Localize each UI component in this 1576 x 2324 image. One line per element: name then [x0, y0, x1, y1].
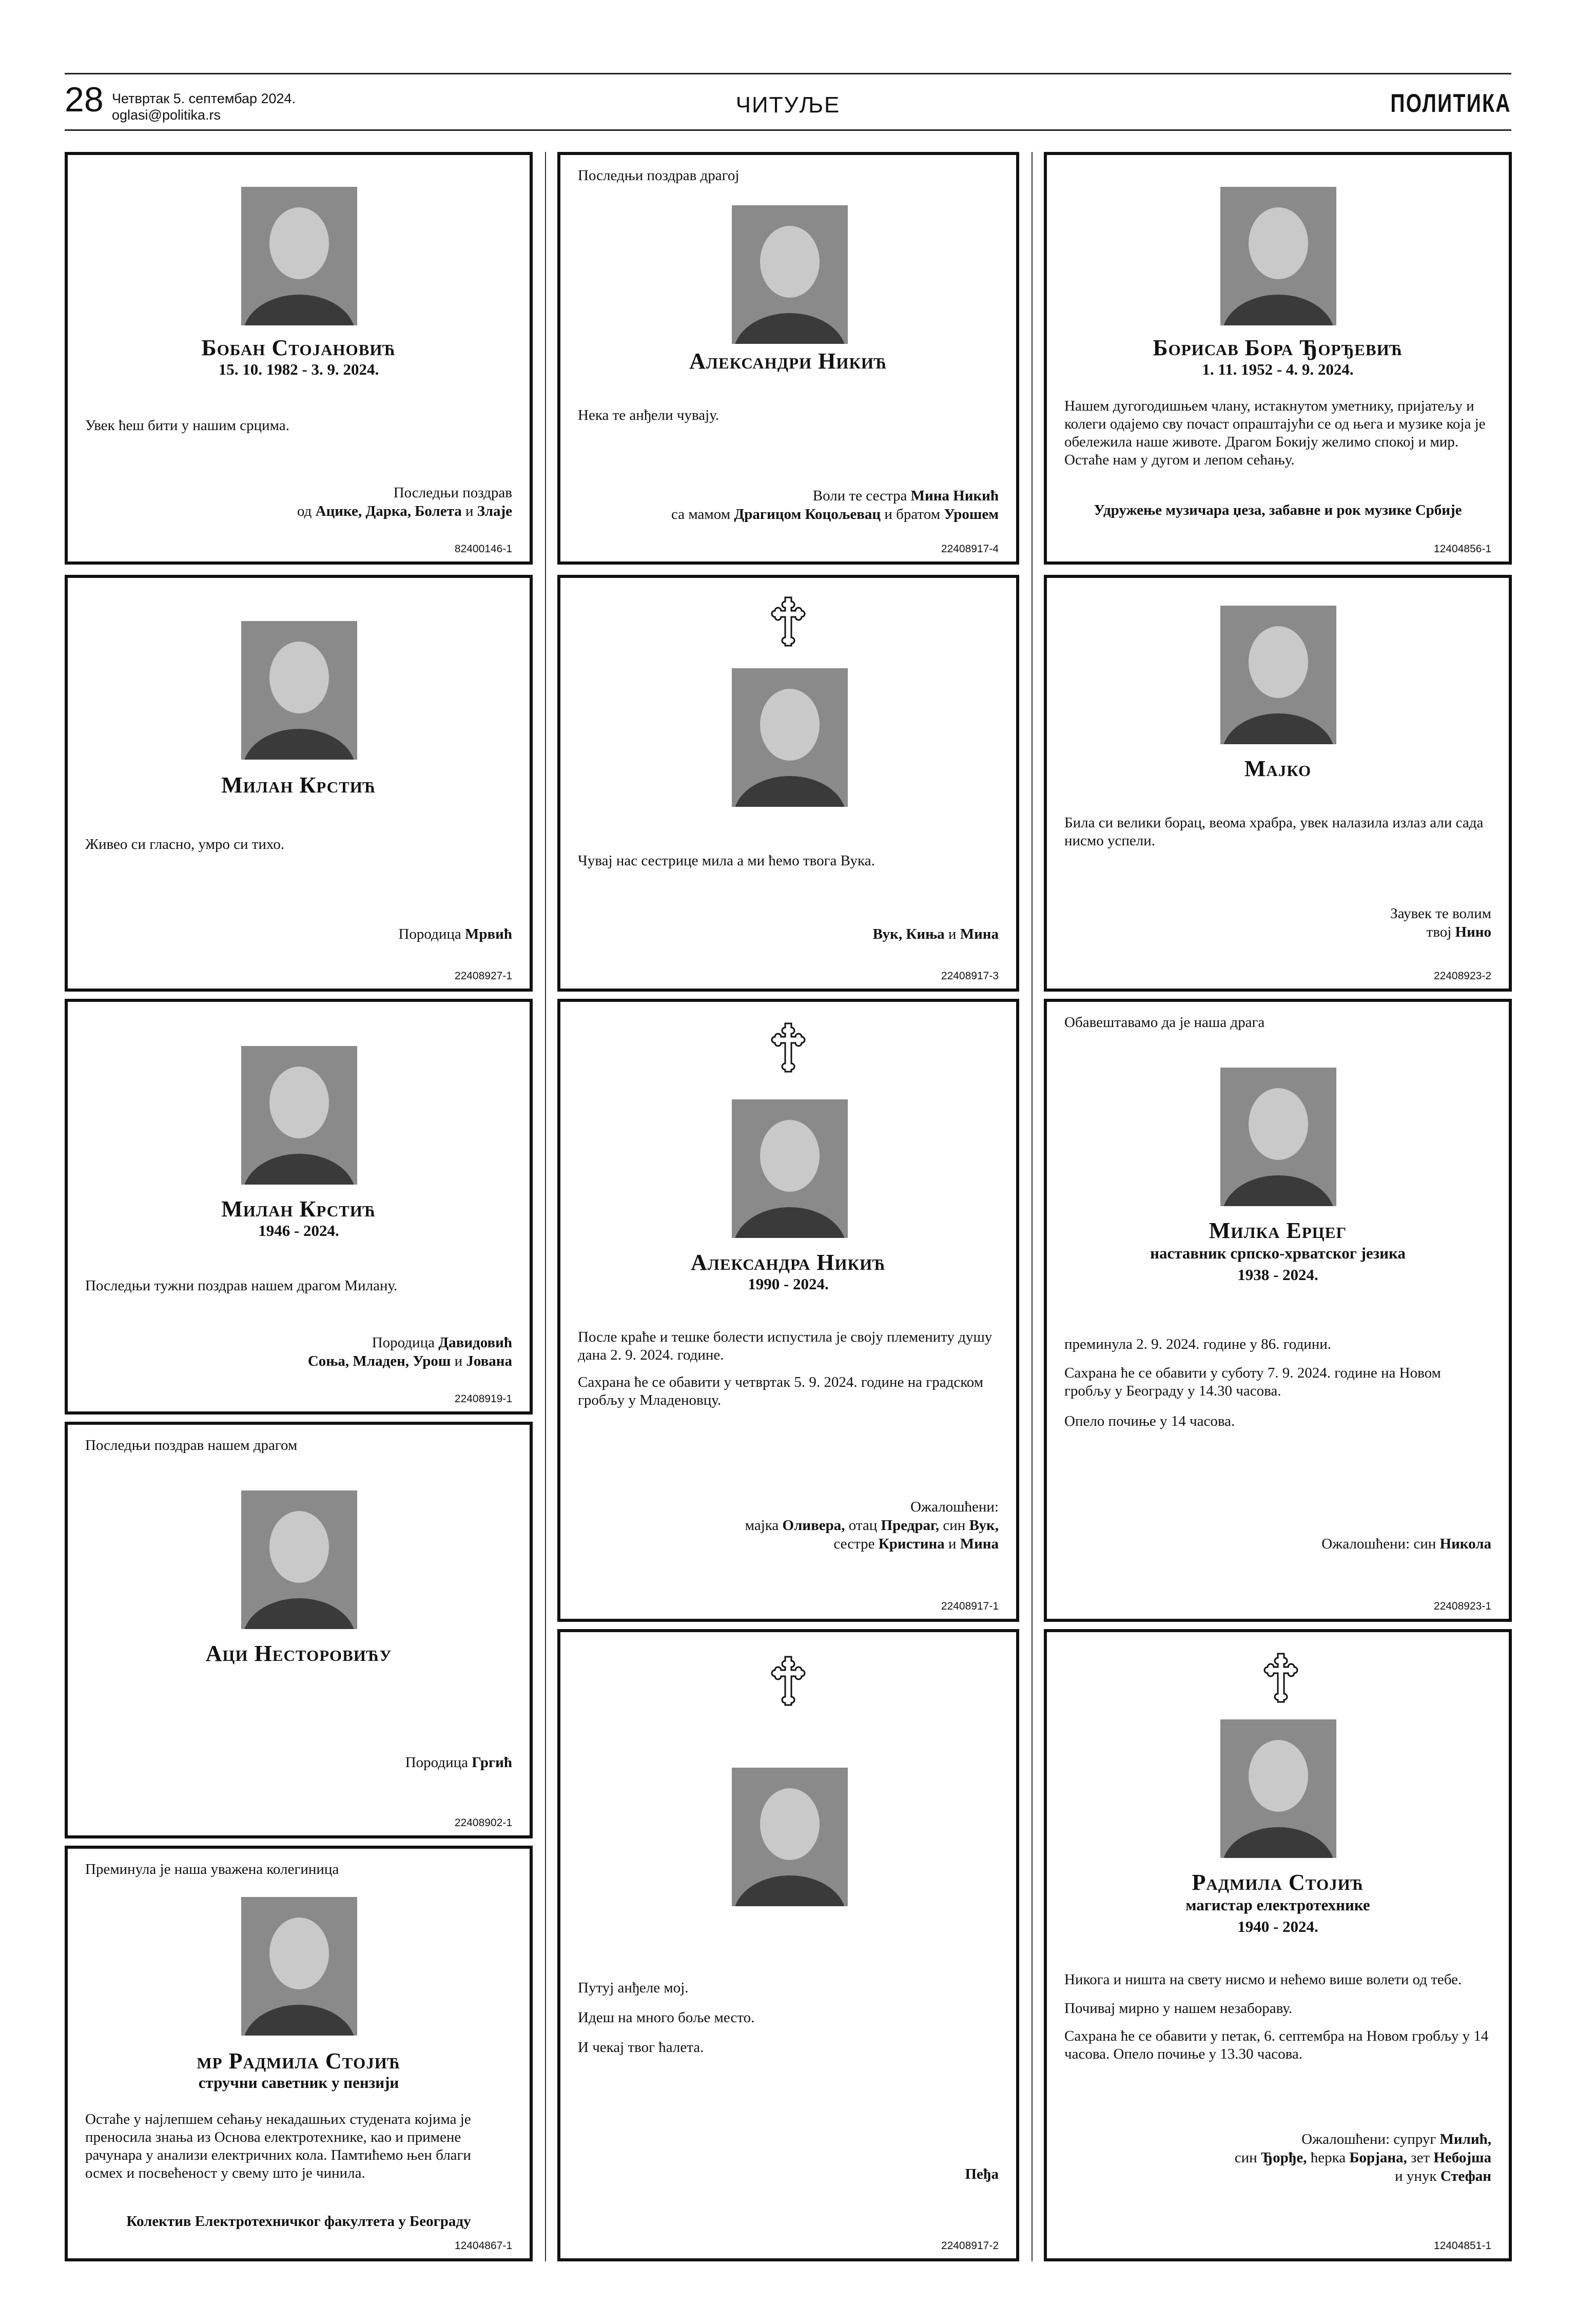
- message-text: Почивај мирно у нашем незабораву.: [1064, 2000, 1293, 2017]
- sig-names: Јована: [466, 1353, 512, 1369]
- signature-line: [578, 487, 999, 505]
- newspaper-logo: ПОЛИТИКА: [1390, 89, 1511, 118]
- orthodox-cross-icon: [769, 1655, 807, 1708]
- sig-text: Ожалошћени: супруг: [1301, 2131, 1440, 2147]
- portrait-photo: [732, 668, 848, 807]
- signature: [578, 925, 999, 943]
- signature-line: [85, 502, 512, 520]
- sig-names: Предраг,: [881, 1517, 940, 1534]
- ad-code: 22408902-1: [454, 1817, 512, 1829]
- obituary-milan-krstic-2: [65, 999, 533, 1415]
- sig-text: са мамом: [671, 506, 734, 522]
- portrait-photo: [1220, 1719, 1336, 1858]
- sig-names: Ђорђе,: [1260, 2149, 1307, 2166]
- portrait-photo: [241, 1046, 357, 1185]
- sig-text: Воли те сестра: [812, 488, 911, 504]
- sig-names: Мина: [960, 1536, 999, 1552]
- column-divider: [1032, 152, 1033, 2261]
- signature-line: [85, 1333, 512, 1352]
- sig-text: и братом: [881, 506, 944, 522]
- sig-text: Породица: [372, 1334, 439, 1351]
- sig-names: Стефан: [1440, 2168, 1491, 2184]
- page-number: 28: [65, 80, 104, 119]
- ad-code: 12404856-1: [1433, 543, 1491, 555]
- deceased-name: мр Радмила Стојић: [197, 2048, 401, 2074]
- ad-code: 22408923-2: [1433, 970, 1491, 982]
- obituary-milan-krstic: [65, 575, 533, 992]
- ad-code: 22408917-3: [941, 970, 999, 982]
- sig-names: Злаје: [477, 503, 512, 519]
- life-dates: 1938 - 2024.: [1237, 1266, 1318, 1284]
- sig-names: Соња, Младен, Урош: [307, 1353, 451, 1369]
- message-text: Сахрана ће се обавити у петак, 6. септембра на Новом гробљу у 14 часова. Опело почиње у 13.30 часова.: [1064, 2028, 1489, 2062]
- sig-text: Ожалошћени: син: [1321, 1536, 1440, 1552]
- sig-text: син: [1234, 2149, 1261, 2166]
- sig-text: зет: [1407, 2149, 1434, 2166]
- deceased-name: Аци Несторовићу: [205, 1641, 392, 1666]
- sig-text: ћерка: [1307, 2149, 1350, 2166]
- sig-text: син: [939, 1517, 969, 1534]
- ad-code: 82400146-1: [454, 543, 512, 555]
- obituary-aleksandri-nikic: [557, 152, 1019, 565]
- portrait-photo: [732, 1768, 848, 1906]
- portrait-photo: [1220, 187, 1336, 325]
- sig-text: твој: [1426, 924, 1455, 940]
- sig-names: Мина: [960, 926, 999, 942]
- signature-line: [1064, 2130, 1491, 2148]
- deceased-name: Радмила Стојић: [1192, 1870, 1364, 1895]
- deceased-name: Милка Ерцег: [1209, 1218, 1347, 1243]
- sig-text: Породица: [398, 926, 465, 942]
- message-text: преминула 2. 9. 2024. године у 86. години.: [1064, 1336, 1332, 1352]
- signature-line: [578, 1516, 999, 1535]
- ad-code: 22408917-2: [941, 2240, 999, 2252]
- obituary-petja: [557, 1629, 1019, 2261]
- sig-names: Вук, Киња: [872, 926, 945, 942]
- deceased-name: Борисав Бора Ђорђевић: [1153, 335, 1403, 360]
- obituary-radmila-stojic-family: [1044, 1629, 1512, 2261]
- message-text: Путуј анђеле мој.: [578, 1980, 689, 1996]
- message-text: Нашем дугогодишњем члану, истакнутом уметнику, пријатељу и колеги одајемо сву почаст опраштајући се од њега и музике која је обележила наше животе. Драгом Бокију желимо спокој и мир. Остаће нам у дугом и лепом сећању.: [1064, 398, 1486, 468]
- obituary-majko: [1044, 575, 1512, 992]
- message-text: После краће и тешке болести испустила је своју племениту душу дана 2. 9. 2024. године.: [578, 1329, 993, 1363]
- sig-names: Пеђа: [965, 2166, 999, 2182]
- obituary-aleksandra-nikic: [557, 999, 1019, 1622]
- orthodox-cross-icon: [1262, 1652, 1300, 1705]
- intro-text: Обавештавамо да је наша драга: [1064, 1014, 1265, 1031]
- signature-line: [1064, 923, 1491, 941]
- sig-text: Породица: [405, 1754, 472, 1771]
- signature-line: [578, 1535, 999, 1553]
- signature-line: Последњи поздрав: [393, 485, 512, 501]
- deceased-name: Мајко: [1244, 756, 1312, 781]
- message-text: Сахрана ће се обавити у четвртак 5. 9. 2024. године на градском гробљу у Младеновцу.: [578, 1374, 984, 1408]
- signature: [1064, 904, 1491, 941]
- portrait-photo: [732, 205, 848, 344]
- message-text: Била си велики борац, веома храбра, увек налазила излаз али сада нисмо успели.: [1064, 815, 1484, 849]
- orthodox-cross-icon: [769, 1021, 807, 1075]
- header-top-rule: [65, 73, 1511, 74]
- signature: [578, 2165, 999, 2183]
- section-title: ЧИТУЉЕ: [735, 92, 841, 118]
- signature-line: Заувек те волим: [1390, 905, 1491, 922]
- signature-line: [1064, 2167, 1491, 2185]
- sig-names: Гргић: [472, 1754, 512, 1771]
- portrait-photo: [241, 621, 357, 760]
- signature: [1064, 2130, 1491, 2185]
- message-text: Последњи тужни поздрав нашем драгом Милану.: [85, 1277, 398, 1294]
- sig-names: Вук,: [969, 1517, 999, 1534]
- deceased-name: Александра Никић: [690, 1250, 886, 1275]
- sig-names: Давидовић: [438, 1334, 512, 1351]
- life-dates: 1. 11. 1952 - 4. 9. 2024.: [1202, 360, 1354, 378]
- signature: [85, 1753, 512, 1772]
- obituary-vuk: [557, 575, 1019, 992]
- sig-names: Кристина: [878, 1536, 945, 1552]
- sig-text: и унук: [1395, 2168, 1441, 2184]
- life-dates: 1940 - 2024.: [1237, 1918, 1318, 1935]
- sig-names: Небојша: [1433, 2149, 1491, 2166]
- signature: [85, 483, 512, 520]
- life-dates: 1946 - 2024.: [258, 1222, 339, 1240]
- sig-text: и: [451, 1353, 466, 1369]
- ad-code: 22408927-1: [454, 970, 512, 982]
- life-dates: 15. 10. 1982 - 3. 9. 2024.: [218, 360, 379, 378]
- deceased-title: магистар електротехнике: [1185, 1896, 1370, 1914]
- intro-text: Преминула је наша уважена колегиница: [85, 1861, 339, 1877]
- column-divider: [545, 152, 546, 2261]
- deceased-title: наставник српско-хрватског језика: [1150, 1244, 1406, 1262]
- sig-text: од: [297, 503, 316, 519]
- obituary-radmila-stojic-faculty: [65, 1846, 533, 2261]
- obituary-milka-erceg: [1044, 999, 1512, 1622]
- sig-names: Мина Никић: [910, 488, 999, 504]
- obituary-boban: [65, 152, 533, 565]
- ad-code: 22408917-4: [941, 543, 999, 555]
- sig-text: отац: [845, 1517, 881, 1534]
- message-text: Идеш на много боље место.: [578, 2009, 755, 2026]
- signature-line: Ожалошћени:: [910, 1499, 999, 1515]
- sig-names: Драгицом Коцољевац: [734, 506, 881, 522]
- sig-names: Мрвић: [465, 926, 512, 942]
- obituary-borisav-djordjevic: [1044, 152, 1512, 565]
- message-text: Сахрана ће се обавити у суботу 7. 9. 2024. године на Новом гробљу у Београду у 14.30 часова.: [1064, 1365, 1441, 1399]
- sig-names: Борјана,: [1349, 2149, 1407, 2166]
- obituary-aci-nestorovic: [65, 1422, 533, 1838]
- signature: [85, 1333, 512, 1370]
- intro-text: Последњи поздрав драгој: [578, 167, 740, 184]
- portrait-photo: [1220, 1068, 1336, 1206]
- ad-code: 22408923-1: [1433, 1600, 1491, 1612]
- deceased-title: стручни саветник у пензији: [198, 2074, 399, 2091]
- sig-text: и: [461, 503, 477, 519]
- portrait-photo: [241, 187, 357, 325]
- message-text: Чувај нас сестрице мила а ми ћемо твога Вука.: [578, 853, 875, 869]
- signature: [578, 487, 999, 524]
- message-text: Увек ћеш бити у нашим срцима.: [85, 417, 289, 434]
- contact-email: oglasi@politika.rs: [112, 107, 221, 123]
- orthodox-cross-icon: [769, 595, 807, 649]
- ad-code: 22408917-1: [941, 1600, 999, 1612]
- signature: Удружење музичара џеза, забавне и рок музике Србије: [1094, 502, 1462, 518]
- deceased-name: Александри Никић: [689, 348, 887, 374]
- signature: [1064, 1535, 1491, 1553]
- signature-line: [1064, 2148, 1491, 2167]
- header-bottom-rule: [65, 129, 1511, 131]
- deceased-name: Милан Крстић: [221, 1196, 376, 1222]
- deceased-name: Милан Крстић: [221, 772, 376, 798]
- portrait-photo: [241, 1490, 357, 1629]
- signature-line: [85, 1352, 512, 1370]
- issue-date-text: Четвртак 5. септембар 2024.: [112, 91, 296, 106]
- ad-code: 12404851-1: [1433, 2240, 1491, 2252]
- sig-text: и: [944, 1536, 960, 1552]
- ad-code: 22408919-1: [454, 1393, 512, 1405]
- sig-names: Никола: [1439, 1536, 1491, 1552]
- sig-text: мајка: [745, 1517, 783, 1534]
- message-text: Опело почиње у 14 часова.: [1064, 1413, 1235, 1429]
- message-text: И чекај твог ћалета.: [578, 2039, 704, 2056]
- sig-names: Милић,: [1439, 2131, 1491, 2147]
- message-text: Остаће у најлепшем сећању некадашњих студената којима је преносила знања из Основа електротехнике, као и примене рачунара у анализи електричних кола. Памтићемо њен благи осмех и посвећеност у свему што је чинила.: [85, 2111, 471, 2181]
- message-text: Живео си гласно, умро си тихо.: [85, 836, 285, 853]
- sig-names: Оливера,: [782, 1517, 845, 1534]
- signature-line: [578, 505, 999, 524]
- sig-text: сестре: [833, 1536, 879, 1552]
- message-text: Нека те анђели чувају.: [578, 407, 719, 423]
- signature: Колектив Електротехничког факултета у Београду: [126, 2213, 471, 2230]
- life-dates: 1990 - 2024.: [748, 1275, 829, 1293]
- portrait-photo: [732, 1099, 848, 1238]
- sig-text: и: [944, 926, 960, 942]
- intro-text: Последњи поздрав нашем драгом: [85, 1437, 298, 1454]
- sig-names: Урошем: [944, 506, 999, 522]
- ad-code: 12404867-1: [454, 2240, 512, 2252]
- deceased-name: Бобан Стојановић: [201, 335, 396, 360]
- message-text: Никога и ништа на свету нисмо и нећемо више волети од тебе.: [1064, 1971, 1462, 1988]
- sig-names: Нино: [1455, 924, 1491, 940]
- portrait-photo: [241, 1897, 357, 2036]
- signature: [578, 1498, 999, 1553]
- signature: [85, 925, 512, 943]
- sig-names: Ацике, Дарка, Болета: [315, 503, 462, 519]
- portrait-photo: [1220, 606, 1336, 744]
